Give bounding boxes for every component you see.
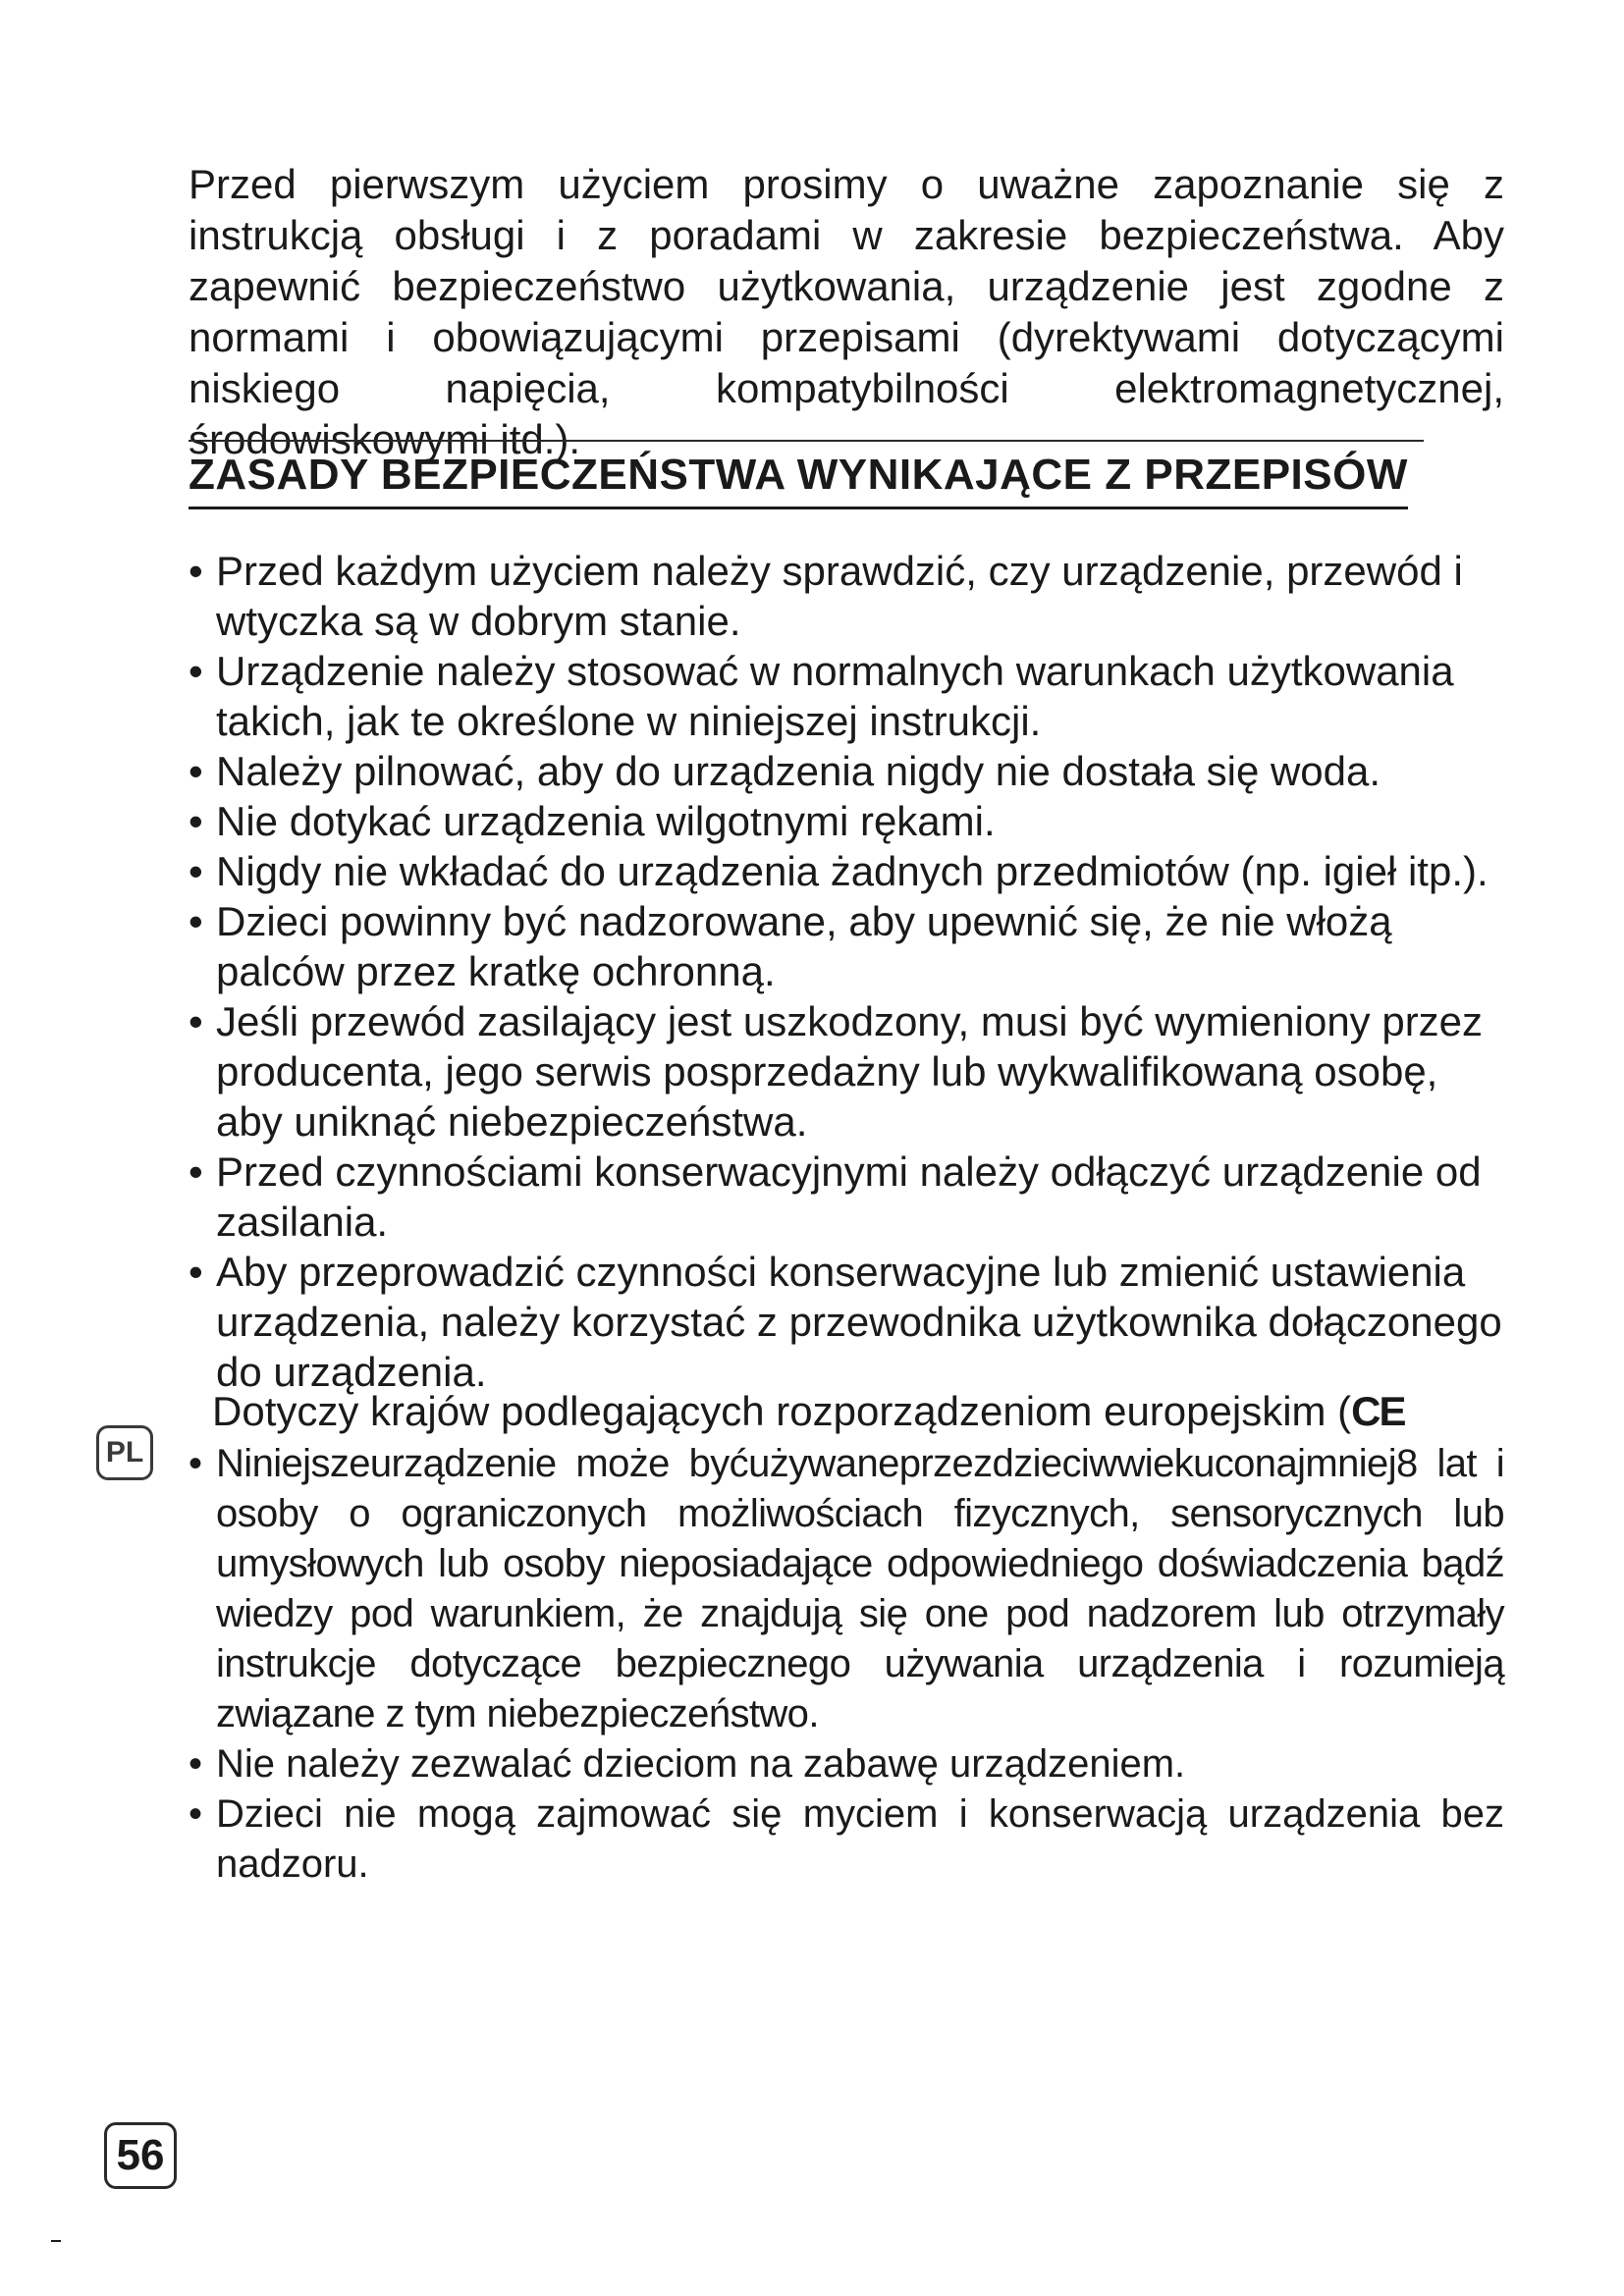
language-badge: PL: [96, 1425, 153, 1480]
safety-rules-list: [189, 546, 1504, 1397]
section-heading-block: [189, 440, 1424, 509]
eu-note-text: Dotyczy krajów podlegających rozporządzeniom europejskim (: [212, 1388, 1352, 1434]
eu-regulation-note: [212, 1386, 1489, 1437]
list-item: • Nie należy zezwalać dzieciom na zabawę urządzeniem.: [189, 1739, 1504, 1789]
list-item: • Jeśli przewód zasilający jest uszkodzony, musi być wymieniony przez producenta, jego serwis posprzedażny lub wykwalifikowaną osobę, aby uniknąć niebezpieczeństwa.: [189, 996, 1504, 1147]
list-item: • Nigdy nie wkładać do urządzenia żadnych przedmiotów (np. igieł itp.).: [189, 846, 1504, 896]
section-heading: ZASADY BEZPIECZEŃSTWA WYNIKAJĄCE Z PRZEPISÓW: [189, 442, 1408, 509]
list-item: • Urządzenie należy stosować w normalnych warunkach użytkowania takich, jak te określone w niniejszej instrukcji.: [189, 646, 1504, 746]
list-item: • Należy pilnować, aby do urządzenia nigdy nie dostała się woda.: [189, 746, 1504, 796]
list-item: • Dzieci powinny być nadzorowane, aby upewnić się, że nie włożą palców przez kratkę ochronną.: [189, 896, 1504, 996]
list-item: • Niniejszeurządzenie może byćużywaneprzezdzieciwwiekuconajmniej8 lat i osoby o ograniczonych możliwościach fizycznych, sensorycznych lub umysłowych lub osoby nieposiadające odpowiedniego doświadczenia bądź wiedzy pod warunkiem, że znajdują się one pod nadzorem lub otrzymały instrukcje dotyczące bezpiecznego używania urządzenia i rozumieją związane z tym niebezpieczeństwo.: [189, 1439, 1504, 1739]
list-item: • Dzieci nie mogą zajmować się myciem i konserwacją urządzenia bez nadzoru.: [189, 1789, 1504, 1890]
page-number: 56: [104, 2122, 177, 2189]
list-item: • Przed każdym użyciem należy sprawdzić, czy urządzenie, przewód i wtyczka są w dobrym stanie.: [189, 546, 1504, 646]
list-item: • Nie dotykać urządzenia wilgotnymi rękami.: [189, 796, 1504, 846]
eu-rules-list: [189, 1439, 1504, 1890]
intro-paragraph: Przed pierwszym użyciem prosimy o uważne zapoznanie się z instrukcją obsługi i z poradami w zakresie bezpieczeństwa. Aby zapewnić bezpieczeństwo użytkowania, urządzenie jest zgodne z normami i obowiązującymi przepisami (dyrektywami dotyczącymi niskiego napięcia, kompatybilności elektromagnetycznej, środowiskowymi itd.).: [189, 161, 1504, 462]
list-item: • Przed czynnościami konserwacyjnymi należy odłączyć urządzenie od zasilania.: [189, 1147, 1504, 1247]
crop-mark: [51, 2240, 61, 2242]
ce-mark-icon: CE: [1351, 1388, 1405, 1434]
list-item: • Aby przeprowadzić czynności konserwacyjne lub zmienić ustawienia urządzenia, należy korzystać z przewodnika użytkownika dołączonego do urządzenia.: [189, 1247, 1504, 1397]
